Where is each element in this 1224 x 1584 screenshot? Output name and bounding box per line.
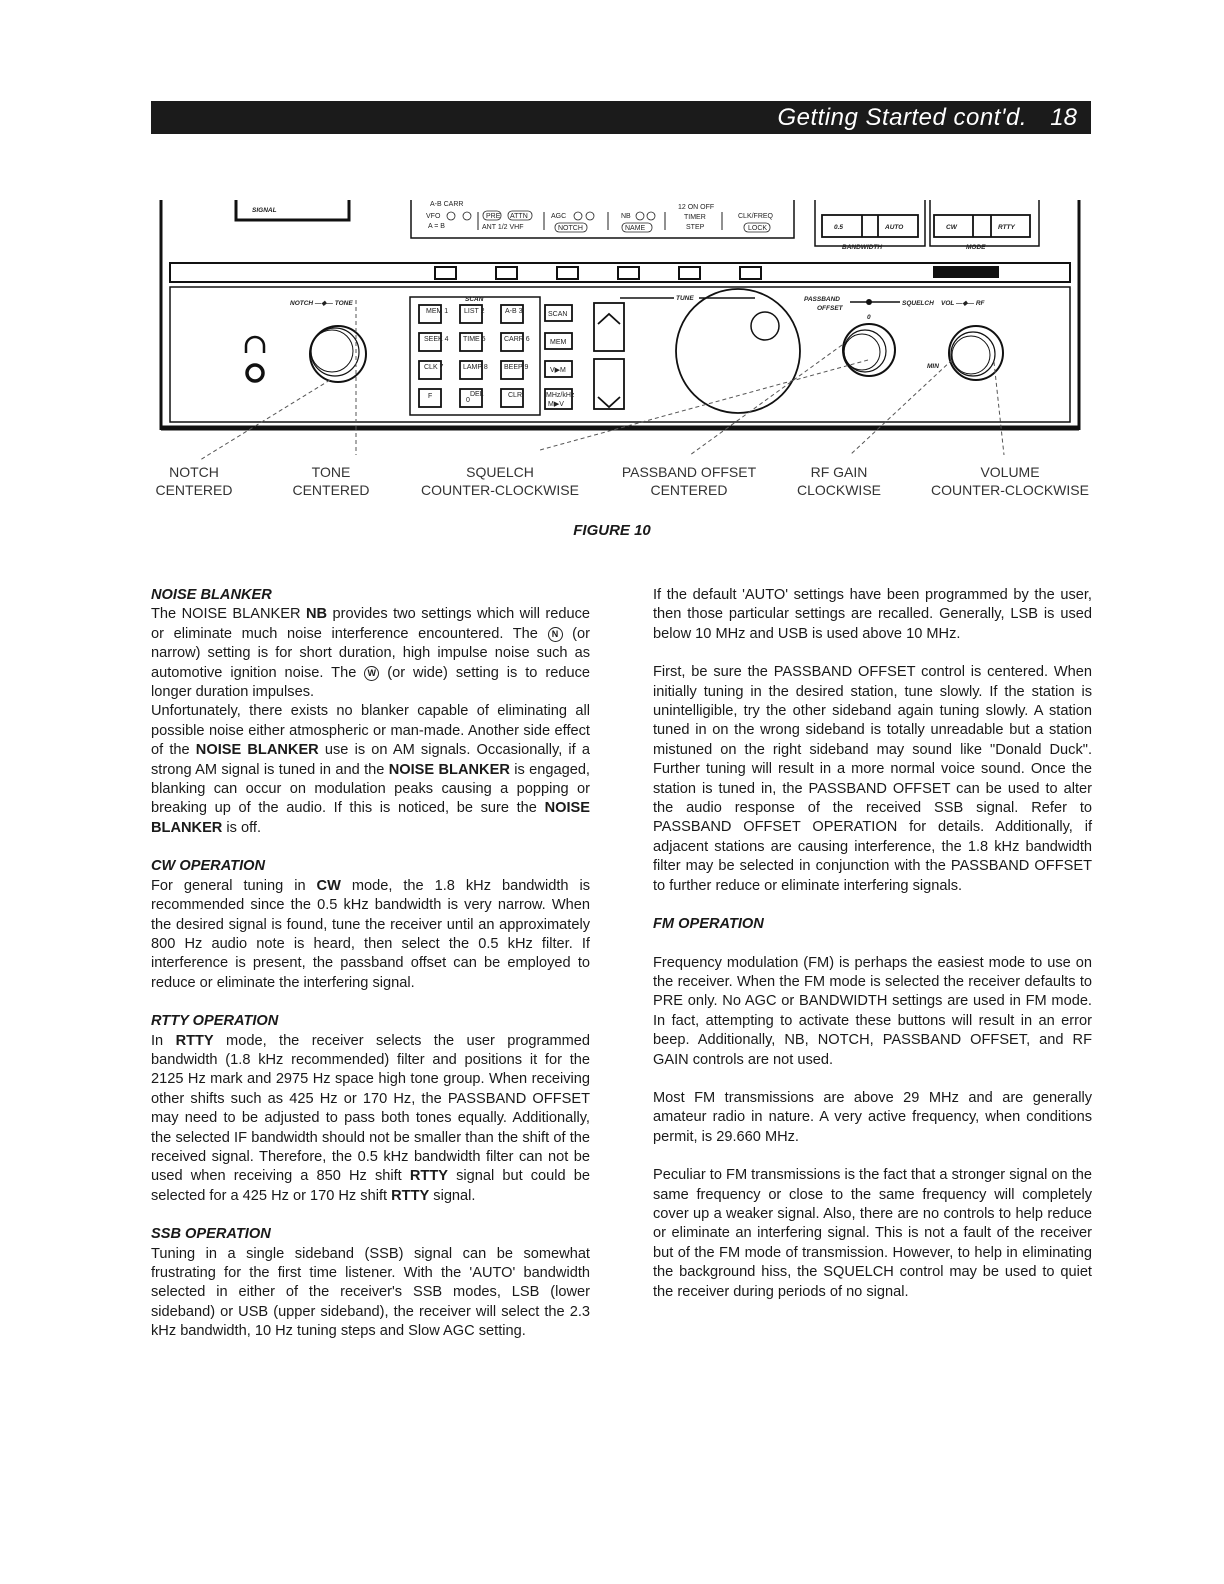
key-lamp-8: LAMP 8 bbox=[463, 364, 488, 371]
key-clr: CLR bbox=[508, 392, 523, 399]
notch-button-label: NOTCH bbox=[558, 225, 583, 232]
bandwidth-05-button: 0.5 bbox=[834, 224, 844, 231]
key-del: DEL bbox=[470, 391, 484, 398]
page-number: 18 bbox=[1050, 104, 1077, 131]
cw-operation-paragraph: For general tuning in CW mode, the 1.8 kHz bandwidth is recommended since the 0.5 kHz bandwidth is very narrow. When the desired signal is found, tune the receiver until an approximately 800 Hz audio note is heard, then select the 0.5 kHz filter. If interference is present, the passband offset can be employed to reduce or eliminate the interfering signal. bbox=[151, 877, 590, 991]
tune-label: TUNE bbox=[676, 295, 694, 302]
name-label: NAME bbox=[625, 225, 646, 232]
callout-rf-gain: RF GAIN CLOCKWISE bbox=[796, 464, 881, 498]
ab-carr-label: A-B CARR bbox=[430, 201, 464, 208]
fm-paragraph-1: Frequency modulation (FM) is perhaps the easiest mode to use on the receiver. When the FM mode is selected the receiver defaults to PRE only. No AGC or BANDWIDTH settings are used in FM mode. In fact, attempting to activate these buttons will result in an error beep. Additionally, NB, NOTCH, PASSBAND OFFSET, and RF GAIN controls are not used. bbox=[653, 954, 1092, 1068]
scan-group-label: SCAN bbox=[465, 296, 484, 303]
key-scan: SCAN bbox=[548, 311, 568, 318]
pre-label: PRE bbox=[486, 213, 501, 220]
ssb-defaults-paragraph: If the default 'AUTO' settings have been programmed by the user, then those particular settings are recalled. Generally, LSB is used below 10 MHz and USB is used above 10 MHz. bbox=[653, 587, 1092, 642]
fm-operation-heading: FM OPERATION bbox=[653, 916, 764, 933]
key-ab-3: A-B 3 bbox=[505, 308, 523, 315]
key-list-2: LIST 2 bbox=[464, 308, 485, 315]
a-eq-b-label: A = B bbox=[428, 223, 445, 230]
key-mem-1: MEM 1 bbox=[426, 308, 449, 315]
key-mem: MEM bbox=[550, 339, 567, 346]
bandwidth-label: BANDWIDTH bbox=[842, 244, 883, 251]
offset-label: OFFSET bbox=[817, 305, 843, 312]
timer-top-label: 12 ON OFF bbox=[678, 204, 715, 211]
offset-zero-label: 0 bbox=[867, 314, 871, 321]
mode-cw-button: CW bbox=[946, 224, 957, 231]
noise-blanker-paragraph-1: The NOISE BLANKER NB provides two settings which will reduce or eliminate much noise interference encountered. The N (or narrow) setting is for short duration, high impulse noise such as automotive ignition noise. The W (or wide) setting is to reduce longer duration impulses. bbox=[151, 606, 590, 701]
timer-label: TIMER bbox=[684, 214, 706, 221]
key-carr-6: CARR 6 bbox=[504, 336, 530, 343]
callout-volume: VOLUME COUNTER-CLOCKWISE bbox=[931, 464, 1089, 498]
right-column bbox=[653, 586, 1092, 1302]
key-f: F bbox=[428, 393, 433, 400]
receiver-front-panel-figure bbox=[0, 0, 1224, 520]
key-seek-4: SEEK 4 bbox=[424, 336, 449, 343]
cw-operation-heading: CW OPERATION bbox=[151, 858, 266, 875]
squelch-knob-label: SQUELCH bbox=[902, 300, 934, 307]
agc-label: AGC bbox=[551, 213, 567, 220]
passband-label: PASSBAND bbox=[804, 296, 840, 303]
mode-label: MODE bbox=[966, 244, 986, 251]
key-beep-9: BEEP 9 bbox=[504, 364, 529, 371]
ant-label: ANT 1/2 VHF bbox=[482, 224, 524, 231]
ssb-tuning-paragraph: First, be sure the PASSBAND OFFSET control is centered. When initially tuning in the desired station, tune slowly. If the station is unintelligible, try the other sideband again tuning slowly. A station tuned in on the wrong sideband is totally unreadable but a station mistuned on the right sideband may sound like "Donald Duck". Further tuning will result in a more normal voice sound. Once the station is tuned in, the PASSBAND OFFSET can be used to alter the audio response of the received SSB signal. Refer to PASSBAND OFFSET OPERATION for details. Additionally, if adjacent stations are causing interference, the 1.8 kHz bandwidth filter may be selected in conjunction with the PASSBAND OFFSET to further reduce or eliminate interfering signals. bbox=[653, 664, 1092, 894]
callout-squelch: SQUELCH COUNTER-CLOCKWISE bbox=[421, 464, 579, 498]
callout-tone: TONE CENTERED bbox=[292, 464, 370, 498]
vol-rf-label: VOL —◆— RF bbox=[941, 300, 985, 307]
vfo-label: VFO bbox=[426, 213, 441, 220]
step-label: STEP bbox=[686, 224, 705, 231]
rtty-operation-paragraph: In RTTY mode, the receiver selects the user programmed bandwidth (1.8 kHz recommended) filter and positions it for the 2125 Hz mark and 2975 Hz space high tone group. When receiving other shifts such as 425 Hz or 170 Hz, the PASSBAND OFFSET may need to be adjusted to pass both tones equally. Additionally, the selected IF bandwidth should not be smaller than the shift of the received signal. Therefore, the 0.5 kHz bandwidth filter can not be used when receiving a 850 Hz shift RTTY signal but could be selected for a 425 Hz or 170 Hz shift RTTY signal. bbox=[151, 1032, 590, 1204]
signal-label: SIGNAL bbox=[252, 207, 277, 214]
key-mhz-khz: MHz/kHz bbox=[546, 392, 575, 399]
rtty-operation-heading: RTTY OPERATION bbox=[151, 1013, 279, 1030]
key-0: 0 bbox=[466, 397, 470, 404]
noise-blanker-heading: NOISE BLANKER bbox=[151, 587, 272, 603]
attn-label: ATTN bbox=[510, 213, 528, 220]
min-label: MIN bbox=[927, 363, 939, 370]
fm-paragraph-3: Peculiar to FM transmissions is the fact that a stronger signal on the same frequency or close to the same frequency will completely cover up a weaker signal. Also, there are no controls to help reduce or eliminate an interfering signal. This is not a fault of the receiver but of the FM mode of transmission. However, to help in eliminating the background hiss, the SQUELCH control may be used to quiet the receiver during periods of no signal. bbox=[653, 1167, 1092, 1300]
clk-freq-label: CLK/FREQ bbox=[738, 213, 774, 220]
bandwidth-auto-button: AUTO bbox=[885, 224, 904, 231]
key-m-to-v: M▶V bbox=[548, 401, 564, 408]
callout-passband-offset: PASSBAND OFFSET CENTERED bbox=[621, 464, 757, 498]
nb-label: NB bbox=[621, 213, 631, 220]
header-title: Getting Started cont'd. bbox=[777, 104, 1027, 131]
noise-blanker-paragraph-2: Unfortunately, there exists no blanker capable of eliminating all possible noise either atmospheric or man-made. Another side effect of the NOISE BLANKER use is on AM signals. Occasionally, if a strong AM signal is tuned in and the NOISE BLANKER is engaged, blanking can occur on modulation peaks causing a popping or breaking up of the audio. If this is noticed, be sure the NOISE BLANKER is off. bbox=[151, 703, 591, 836]
notch-tone-label: NOTCH —◆— TONE bbox=[290, 300, 353, 307]
ssb-operation-heading: SSB OPERATION bbox=[151, 1226, 271, 1243]
ssb-operation-paragraph: Tuning in a single sideband (SSB) signal can be somewhat frustrating for the first time listener. With the 'AUTO' bandwidth selected in either of the receiver's SSB modes, LSB (lower sideband) or USB (upper sideband), the receiver will select the 2.3 kHz bandwidth, 10 Hz tuning steps and Slow AGC setting. bbox=[151, 1245, 590, 1340]
narrow-n-icon: N bbox=[548, 627, 563, 642]
key-time-5: TIME 5 bbox=[463, 336, 486, 343]
key-clk-7: CLK 7 bbox=[424, 364, 444, 371]
left-column bbox=[151, 586, 590, 1342]
wide-w-icon: W bbox=[364, 666, 379, 681]
fm-paragraph-2: Most FM transmissions are above 29 MHz and are generally amateur radio in nature. A very active frequency, when conditions permit, is 29.660 MHz. bbox=[653, 1089, 1092, 1145]
lock-label: LOCK bbox=[748, 225, 768, 232]
mode-rtty-button: RTTY bbox=[998, 224, 1015, 231]
figure-caption: FIGURE 10 bbox=[573, 522, 651, 539]
callout-notch: NOTCH CENTERED bbox=[155, 464, 233, 498]
key-v-to-m: V▶M bbox=[550, 367, 566, 374]
